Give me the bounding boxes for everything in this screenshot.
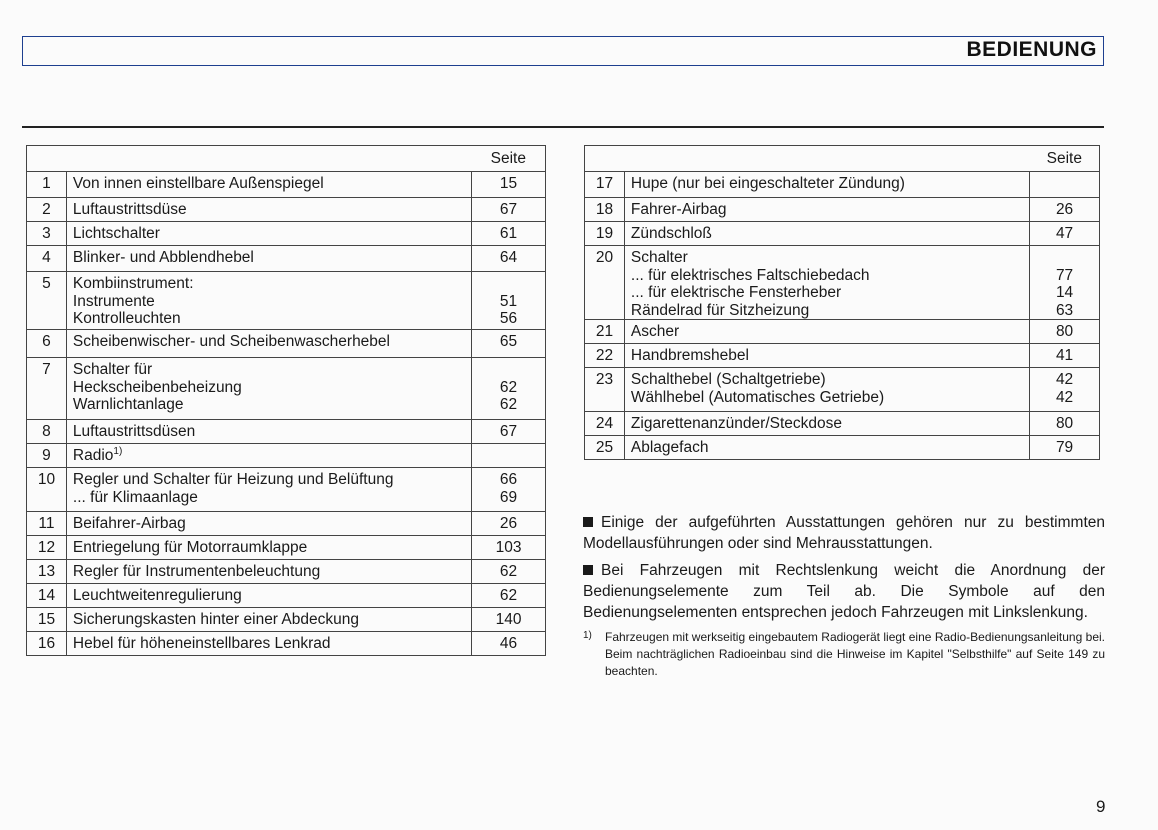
table-row bbox=[585, 172, 1100, 198]
page-value: 80 bbox=[1055, 415, 1074, 432]
table-row bbox=[27, 272, 546, 330]
item-description bbox=[66, 222, 471, 246]
page-value bbox=[1030, 249, 1099, 267]
page-value: 62 bbox=[499, 563, 518, 580]
page-reference bbox=[472, 468, 546, 512]
footnote bbox=[583, 629, 1105, 680]
page-value: 62 bbox=[499, 587, 518, 604]
item-description bbox=[66, 608, 471, 632]
table-header-row bbox=[27, 146, 546, 172]
item-description bbox=[66, 358, 471, 420]
item-line: ... für elektrische Fensterheber bbox=[630, 284, 842, 301]
page-reference bbox=[472, 536, 546, 560]
page-value: 15 bbox=[499, 175, 518, 192]
note-equipment: Einige der aufgeführten Ausstattungen gehören nur zu bestimmten Modellausführungen oder sind Mehrausstattungen. bbox=[583, 514, 1105, 552]
item-line: Schalthebel (Schaltgetriebe) bbox=[630, 371, 826, 388]
item-line: Fahrer-Airbag bbox=[630, 201, 727, 218]
item-line: Leuchtweitenregulierung bbox=[72, 587, 242, 604]
item-description bbox=[66, 272, 471, 330]
table-row bbox=[585, 222, 1100, 246]
page-value bbox=[1030, 175, 1099, 193]
page-value: 26 bbox=[1055, 201, 1074, 218]
item-line: Handbremshebel bbox=[630, 347, 749, 364]
item-number: 2 bbox=[27, 198, 67, 222]
page-value bbox=[472, 361, 545, 379]
item-number: 5 bbox=[27, 272, 67, 330]
page-reference bbox=[1030, 222, 1100, 246]
footnote-text: Fahrzeugen mit werkseitig eingebautem Radiogerät liegt eine Radio-Bedienungsanleitung bei. Beim nachträglichen Radioeinbau sind die Hinweise im Kapitel "Selbsthilfe" auf Seite 149 zu beachten. bbox=[605, 630, 1105, 678]
item-line: Zigarettenanzünder/Steckdose bbox=[630, 415, 843, 432]
page-value bbox=[472, 447, 545, 465]
controls-table-right bbox=[584, 145, 1100, 460]
item-number: 1 bbox=[27, 172, 67, 198]
section-title: BEDIENUNG bbox=[966, 38, 1097, 61]
item-number: 11 bbox=[27, 512, 67, 536]
table-row bbox=[585, 344, 1100, 368]
item-description bbox=[624, 320, 1029, 344]
item-description bbox=[624, 222, 1029, 246]
page-value: 63 bbox=[1055, 301, 1074, 319]
page-reference bbox=[1030, 344, 1100, 368]
page-reference bbox=[1030, 412, 1100, 436]
item-description bbox=[66, 560, 471, 584]
item-number: 25 bbox=[585, 436, 625, 460]
item-number: 3 bbox=[27, 222, 67, 246]
table-row bbox=[27, 560, 546, 584]
table-row bbox=[27, 584, 546, 608]
item-line: Kombiinstrument: bbox=[72, 275, 194, 292]
page-value: 56 bbox=[499, 310, 518, 327]
item-number: 14 bbox=[27, 584, 67, 608]
page-value: 46 bbox=[499, 635, 518, 652]
item-line: Wählhebel (Automatisches Getriebe) bbox=[630, 388, 885, 406]
item-line: Luftaustrittsdüse bbox=[72, 201, 187, 218]
page-value: 67 bbox=[499, 423, 518, 440]
table-row bbox=[27, 444, 546, 468]
page-value: 61 bbox=[499, 225, 518, 242]
table-header-row bbox=[585, 146, 1100, 172]
item-line: Scheibenwischer- und Scheibenwascherhebel bbox=[72, 333, 390, 350]
page-column-header: Seite bbox=[472, 146, 546, 172]
page-reference bbox=[472, 444, 546, 468]
page-value: 66 bbox=[499, 471, 518, 488]
item-line: ... für elektrisches Faltschiebedach bbox=[630, 266, 870, 284]
page-value bbox=[472, 275, 545, 293]
divider bbox=[22, 126, 1104, 128]
page-value: 41 bbox=[1055, 347, 1074, 364]
item-description bbox=[66, 198, 471, 222]
table-row bbox=[27, 198, 546, 222]
table-row bbox=[27, 222, 546, 246]
item-description bbox=[66, 536, 471, 560]
note-right-hand-drive: Bei Fahrzeugen mit Rechtslenkung weicht die Anordnung der Bedienungselemente zum Teil ab. Die Symbole auf den Bedienungselementen entsprechen jedoch Fahrzeugen mit Linkslenkung. bbox=[583, 562, 1105, 621]
page-column-header: Seite bbox=[1030, 146, 1100, 172]
item-number: 4 bbox=[27, 246, 67, 272]
page-reference bbox=[472, 632, 546, 656]
item-line: Zündschloß bbox=[630, 225, 712, 242]
page-value: 14 bbox=[1055, 284, 1074, 301]
controls-table-left bbox=[26, 145, 546, 656]
item-number: 21 bbox=[585, 320, 625, 344]
item-line: Radio$^{1)}$ bbox=[72, 445, 123, 464]
item-line: Sicherungskasten hinter einer Abdeckung bbox=[72, 611, 359, 628]
item-line: Rändelrad für Sitzheizung bbox=[630, 301, 810, 319]
page-value: 47 bbox=[1055, 225, 1074, 242]
item-line: Hebel für höheneinstellbares Lenkrad bbox=[72, 635, 331, 652]
page-value: 64 bbox=[499, 249, 518, 266]
item-description bbox=[624, 172, 1029, 198]
table-row bbox=[27, 420, 546, 444]
item-line: Blinker- und Abblendhebel bbox=[72, 249, 254, 266]
page-value: 62 bbox=[499, 378, 518, 396]
item-line: Schalter für bbox=[72, 361, 153, 378]
item-number: 7 bbox=[27, 358, 67, 420]
page-value: 77 bbox=[1055, 266, 1074, 284]
table-row bbox=[27, 468, 546, 512]
item-number: 6 bbox=[27, 330, 67, 358]
item-number: 8 bbox=[27, 420, 67, 444]
bullet-square-icon bbox=[583, 517, 593, 527]
item-line: Entriegelung für Motorraumklappe bbox=[72, 539, 308, 556]
item-description bbox=[624, 368, 1029, 412]
page-reference bbox=[472, 420, 546, 444]
table-row bbox=[27, 632, 546, 656]
item-number: 17 bbox=[585, 172, 625, 198]
page-value: 65 bbox=[499, 333, 518, 350]
page-value: 79 bbox=[1055, 439, 1074, 456]
page-reference bbox=[472, 246, 546, 272]
item-line: Instrumente bbox=[72, 292, 155, 310]
item-line: Regler und Schalter für Heizung und Belüftung bbox=[72, 471, 394, 488]
table-row bbox=[27, 246, 546, 272]
item-description bbox=[66, 512, 471, 536]
item-description bbox=[66, 584, 471, 608]
page-reference bbox=[472, 172, 546, 198]
item-description bbox=[66, 420, 471, 444]
item-line: Ablagefach bbox=[630, 439, 709, 456]
page-value: 62 bbox=[499, 396, 518, 413]
page-reference bbox=[472, 198, 546, 222]
item-description bbox=[66, 444, 471, 468]
header-bar bbox=[22, 36, 1104, 66]
item-line: Schalter bbox=[630, 249, 688, 266]
page-reference bbox=[472, 272, 546, 330]
page-reference bbox=[1030, 436, 1100, 460]
item-description bbox=[624, 344, 1029, 368]
page-value: 51 bbox=[499, 292, 518, 310]
item-description bbox=[624, 412, 1029, 436]
table-row bbox=[585, 368, 1100, 412]
page-value: 42 bbox=[1055, 388, 1074, 406]
page-value: 80 bbox=[1055, 323, 1074, 340]
table-row bbox=[585, 320, 1100, 344]
page-reference bbox=[1030, 198, 1100, 222]
item-line: Heckscheibenbeheizung bbox=[72, 378, 242, 396]
table-row bbox=[585, 198, 1100, 222]
table-row bbox=[27, 358, 546, 420]
notes bbox=[583, 512, 1105, 680]
item-line: Lichtschalter bbox=[72, 225, 160, 242]
item-description bbox=[624, 436, 1029, 460]
page-value: 103 bbox=[495, 539, 522, 556]
item-number: 9 bbox=[27, 444, 67, 468]
table-row bbox=[27, 330, 546, 358]
table-row bbox=[27, 172, 546, 198]
item-line: Regler für Instrumentenbeleuchtung bbox=[72, 563, 321, 580]
page-reference bbox=[1030, 320, 1100, 344]
item-description bbox=[624, 198, 1029, 222]
table-row bbox=[585, 412, 1100, 436]
item-line: Ascher bbox=[630, 323, 680, 340]
item-line: Beifahrer-Airbag bbox=[72, 515, 186, 532]
table-row bbox=[27, 536, 546, 560]
table-row bbox=[585, 246, 1100, 320]
item-line: Von innen einstellbare Außenspiegel bbox=[72, 175, 324, 192]
page-number: 9 bbox=[1096, 797, 1106, 816]
item-number: 12 bbox=[27, 536, 67, 560]
item-number: 24 bbox=[585, 412, 625, 436]
page-reference bbox=[472, 330, 546, 358]
item-number: 15 bbox=[27, 608, 67, 632]
item-number: 20 bbox=[585, 246, 625, 320]
item-number: 16 bbox=[27, 632, 67, 656]
table-row bbox=[585, 436, 1100, 460]
page-reference bbox=[1030, 368, 1100, 412]
table-row bbox=[27, 512, 546, 536]
page-reference bbox=[472, 608, 546, 632]
item-description bbox=[66, 172, 471, 198]
item-description bbox=[624, 246, 1029, 320]
item-line: Hupe (nur bei eingeschalteter Zündung) bbox=[630, 175, 905, 192]
item-line: Kontrolleuchten bbox=[72, 310, 181, 327]
page-reference bbox=[472, 358, 546, 420]
item-description bbox=[66, 468, 471, 512]
item-number: 19 bbox=[585, 222, 625, 246]
item-description bbox=[66, 632, 471, 656]
page-reference bbox=[472, 560, 546, 584]
item-description bbox=[66, 330, 471, 358]
page-reference bbox=[472, 222, 546, 246]
page-value: 140 bbox=[495, 611, 522, 628]
item-line: Warnlichtanlage bbox=[72, 396, 184, 413]
item-number: 22 bbox=[585, 344, 625, 368]
bullet-square-icon bbox=[583, 565, 593, 575]
item-line: Luftaustrittsdüsen bbox=[72, 423, 196, 440]
footnote-reference: 1) bbox=[113, 445, 123, 457]
page-value: 26 bbox=[499, 515, 518, 532]
page-reference bbox=[472, 512, 546, 536]
page-reference bbox=[1030, 246, 1100, 320]
footnote-mark: 1) bbox=[583, 630, 592, 641]
page-value: 67 bbox=[499, 201, 518, 218]
item-line: ... für Klimaanlage bbox=[72, 488, 198, 506]
item-number: 10 bbox=[27, 468, 67, 512]
item-description bbox=[66, 246, 471, 272]
table-row bbox=[27, 608, 546, 632]
page-value: 69 bbox=[499, 488, 518, 506]
page-reference bbox=[472, 584, 546, 608]
page-value: 42 bbox=[1055, 371, 1074, 388]
item-number: 23 bbox=[585, 368, 625, 412]
item-number: 13 bbox=[27, 560, 67, 584]
page-reference bbox=[1030, 172, 1100, 198]
item-number: 18 bbox=[585, 198, 625, 222]
